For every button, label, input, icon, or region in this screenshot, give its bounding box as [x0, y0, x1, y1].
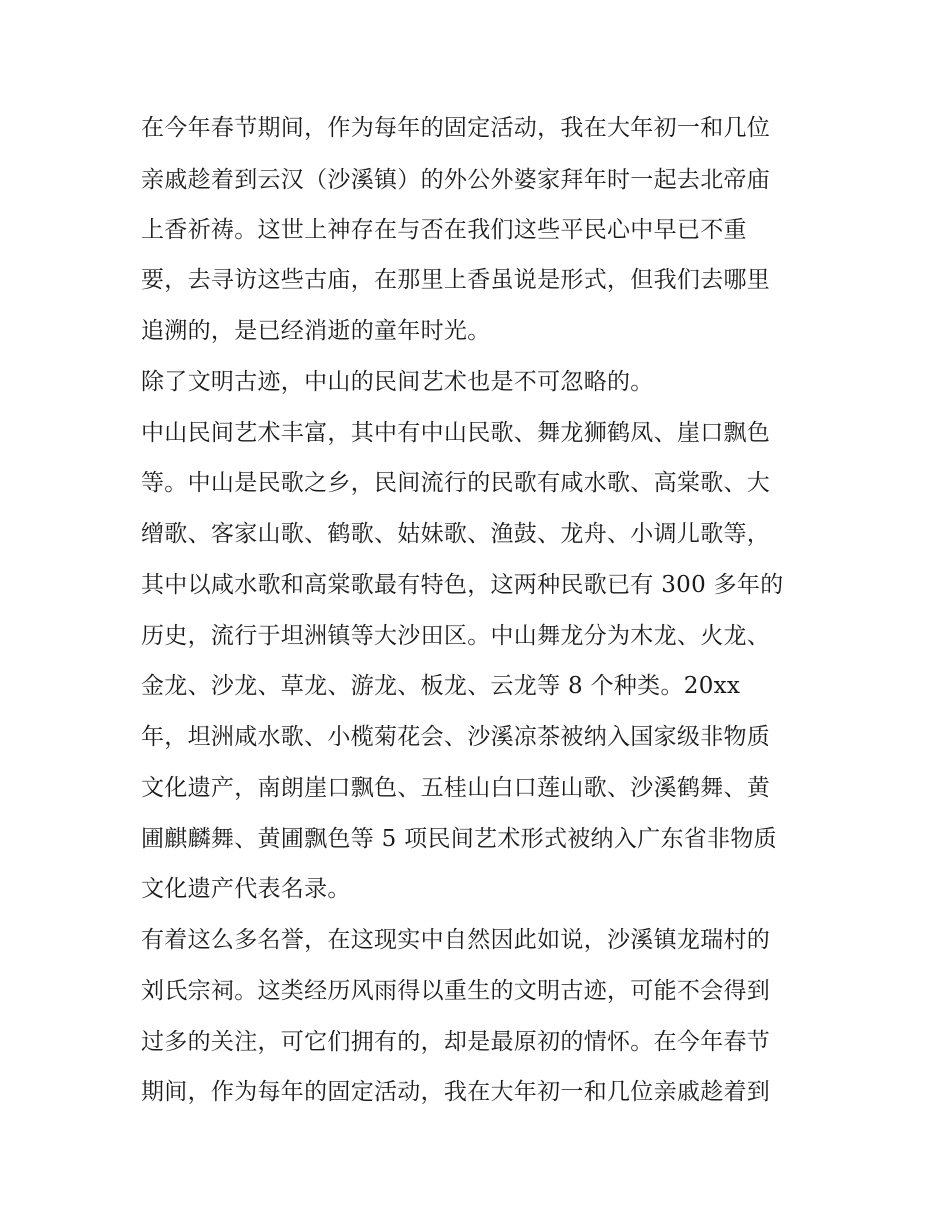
text-line: 刘氏宗祠。这类经历风雨得以重生的文明古迹，可能不会得到	[141, 978, 771, 1004]
text-line: 文化遗产，南朗崖口飘色、五桂山白口莲山歌、沙溪鹤舞、黄	[141, 775, 771, 801]
text-line: 有着这么多名誉，在这现实中自然因此如说，沙溪镇龙瑞村的	[141, 927, 771, 953]
text-line: 在今年春节期间，作为每年的固定活动，我在大年初一和几位	[141, 115, 771, 141]
text-line: 中山民间艺术丰富，其中有中山民歌、舞龙狮鹤凤、崖口飘色	[141, 420, 771, 446]
text-line: 缯歌、客家山歌、鹤歌、姑妹歌、渔鼓、龙舟、小调儿歌等，	[141, 521, 771, 547]
text-line: 过多的关注，可它们拥有的，却是最原初的情怀。在今年春节	[141, 1029, 771, 1055]
text-line: 亲戚趁着到云汉（沙溪镇）的外公外婆家拜年时一起去北帝庙	[141, 167, 771, 193]
text-line: 要，去寻访这些古庙，在那里上香虽说是形式，但我们去哪里	[141, 267, 771, 293]
text-line: 文化遗产代表名录。	[141, 876, 351, 902]
text-line: 圃麒麟舞、黄圃飘色等 5 项民间艺术形式被纳入广东省非物质	[141, 826, 777, 852]
text-line: 除了文明古迹，中山的民间艺术也是不可忽略的。	[141, 369, 654, 395]
text-line: 历史，流行于坦洲镇等大沙田区。中山舞龙分为木龙、火龙、	[141, 623, 771, 649]
text-line: 金龙、沙龙、草龙、游龙、板龙、云龙等 8 个种类。20xx	[141, 673, 741, 699]
text-line: 其中以咸水歌和高棠歌最有特色，这两种民歌已有 300 多年的	[141, 572, 784, 598]
text-line: 上香祈祷。这世上神存在与否在我们这些平民心中早已不重	[141, 217, 747, 243]
text-line: 追溯的，是已经消逝的童年时光。	[141, 318, 491, 344]
text-line: 等。中山是民歌之乡，民间流行的民歌有咸水歌、高棠歌、大	[141, 470, 771, 496]
text-line: 年，坦洲咸水歌、小榄菊花会、沙溪凉茶被纳入国家级非物质	[141, 724, 771, 750]
text-line: 期间，作为每年的固定活动，我在大年初一和几位亲戚趁着到	[141, 1079, 771, 1105]
